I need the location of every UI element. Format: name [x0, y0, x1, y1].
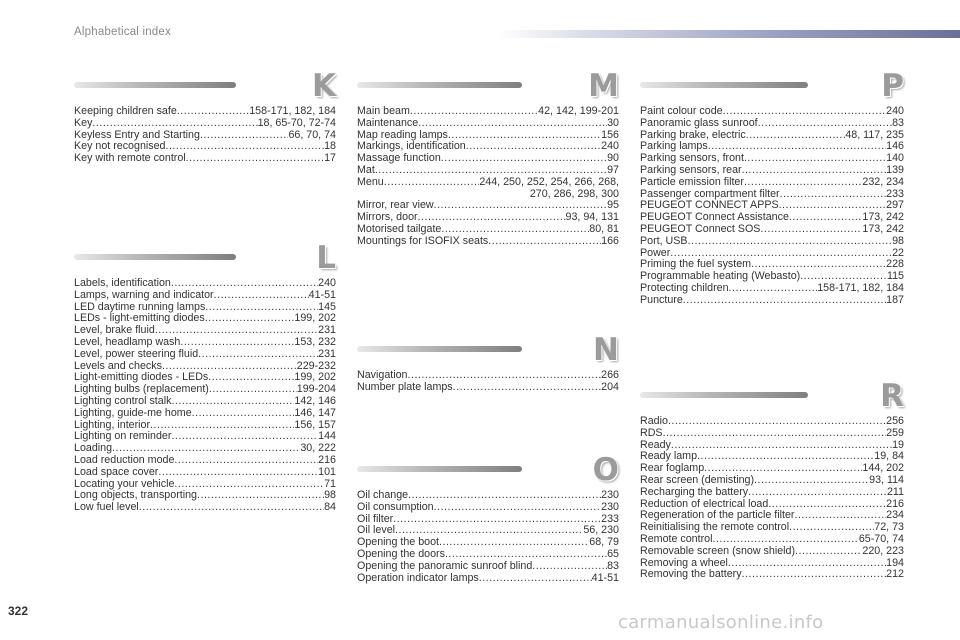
dot-leader: [488, 236, 601, 248]
index-entry: [640, 546, 904, 558]
index-entry-pages: 232, 234: [862, 175, 904, 188]
index-entry: [640, 487, 904, 499]
index-entry-term: Markings, identification: [357, 140, 466, 153]
index-entry-pages: 66, 70, 74: [288, 128, 336, 141]
index-entry-term: Removing the battery: [640, 568, 742, 581]
index-entries: [74, 278, 336, 514]
index-entry: [74, 118, 336, 130]
index-entry-term: Level, headlamp wash: [74, 335, 181, 348]
index-entry-pages: 48, 117, 235: [845, 128, 904, 141]
index-section-p: [640, 70, 904, 307]
index-entry-pages: 231: [318, 347, 336, 360]
index-entry-term: Puncture: [640, 293, 683, 306]
index-entry-pages: 30: [607, 116, 619, 129]
index-entries: [640, 416, 904, 581]
index-entry-pages: 142, 146: [294, 394, 336, 407]
section-letter: N: [593, 332, 619, 368]
index-entry-term: Opening the doors: [357, 547, 445, 560]
index-entry-pages: 18, 65-70, 72-74: [257, 116, 336, 129]
dot-leader: [174, 455, 318, 467]
index-entry-pages: 216: [318, 453, 336, 466]
dot-leader: [744, 177, 862, 189]
index-section-r: [640, 380, 904, 581]
index-entry-term: Parking lamps: [640, 140, 708, 153]
index-entry-term: Map reading lamps: [357, 128, 448, 141]
index-entry-pages: 199-204: [296, 383, 336, 396]
index-entry-pages: 230: [601, 500, 619, 513]
dot-leader: [139, 502, 324, 514]
index-entry-pages: 259: [886, 426, 904, 439]
dot-leader: [758, 118, 892, 130]
index-entry-term: Navigation: [357, 369, 408, 381]
section-divider-bar: [74, 82, 236, 88]
index-entry-pages: 97: [607, 163, 619, 176]
section-letter: L: [316, 240, 336, 276]
index-entries: [74, 106, 336, 165]
dot-leader: [393, 514, 601, 526]
index-entry: [640, 416, 904, 428]
index-entry: [640, 236, 904, 248]
dot-leader: [671, 440, 892, 452]
index-section-o: [357, 454, 619, 584]
index-entry-pages: 56, 230: [583, 524, 619, 537]
index-entry-term: Ready: [640, 438, 671, 451]
index-entry-term: LEDs - light-emitting diodes: [74, 312, 205, 325]
dot-leader: [663, 428, 887, 440]
index-entry-pages: 256: [886, 415, 904, 427]
index-entry-pages: 22: [892, 246, 904, 259]
index-entry-term: RDS: [640, 426, 663, 439]
index-entry-term: Oil change: [357, 489, 409, 501]
dot-leader: [795, 546, 862, 558]
section-header: [74, 70, 336, 106]
index-entry: [640, 177, 904, 189]
index-entry-term: Level, brake fluid: [74, 324, 155, 337]
dot-leader: [384, 177, 480, 189]
index-entry-term: Maintenance: [357, 116, 419, 129]
section-divider-bar: [640, 392, 808, 398]
dot-leader: [150, 420, 294, 432]
index-entry-term: Level, power steering fluid: [74, 347, 199, 360]
dot-leader: [439, 537, 589, 549]
index-entry-term: Particle emission filter: [640, 175, 744, 188]
index-entry-pages: 240: [318, 277, 336, 289]
dot-leader: [760, 224, 862, 236]
dot-leader: [192, 408, 295, 420]
section-header: [357, 334, 619, 370]
dot-leader: [180, 337, 294, 349]
index-entry-pages: 72, 73: [874, 521, 904, 534]
index-entry-term: Lighting, interior: [74, 418, 151, 431]
index-entry-pages: 80, 81: [589, 222, 619, 235]
index-entry-pages: 233: [886, 187, 904, 200]
index-entry-pages: 158-171, 182, 184: [817, 281, 904, 294]
index-entry: [74, 408, 336, 420]
index-entry-term: Loading: [74, 442, 113, 455]
index-entry-pages: 234: [886, 509, 904, 522]
index-entry-pages: 204: [601, 380, 619, 393]
dot-leader: [197, 490, 324, 502]
dot-leader: [754, 475, 869, 487]
index-entry-term: Lamps, warning and indicator: [74, 288, 214, 301]
index-entry-pages: 101: [318, 465, 336, 478]
index-entry-pages: 83: [607, 559, 619, 572]
section-divider-bar: [74, 254, 236, 260]
index-entry-term: Oil consumption: [357, 500, 434, 513]
dot-leader: [780, 189, 887, 201]
index-entry-pages: 65-70, 74: [858, 532, 904, 545]
index-entry-term: Opening the boot: [357, 536, 440, 549]
index-entry-term: Remote control: [640, 532, 713, 545]
index-entry-term: LED daytime running lamps: [74, 300, 206, 313]
index-entry-pages: 146: [886, 140, 904, 153]
index-entry-pages: 173, 242: [862, 222, 904, 235]
dot-leader: [742, 569, 887, 581]
index-entry: [357, 561, 619, 573]
index-entry-pages: 229-232: [296, 359, 336, 372]
dot-leader: [453, 382, 602, 394]
index-entry-pages: 71: [324, 477, 336, 490]
dot-leader: [688, 236, 893, 248]
page-number: 322: [8, 604, 29, 618]
index-entry-pages: 216: [886, 497, 904, 510]
section-letter: O: [592, 452, 619, 488]
index-entries: [357, 370, 619, 394]
index-entry: [357, 502, 619, 514]
index-entry-term: Parking brake, electric: [640, 128, 746, 141]
dot-leader: [200, 130, 289, 142]
index-entry-term: Locating your vehicle: [74, 477, 175, 490]
index-entry-term: Lighting, guide-me home: [74, 406, 192, 419]
index-entry-term: Motorised tailgate: [357, 222, 442, 235]
index-entry-term: Operation indicator lamps: [357, 571, 479, 584]
index-entry-pages: 139: [886, 163, 904, 176]
index-entry: [357, 165, 619, 177]
index-entry: [640, 534, 904, 546]
index-entry-term: PEUGEOT Connect SOS: [640, 222, 761, 235]
index-entry-pages: 199, 202: [294, 312, 336, 325]
index-entry-term: Passenger compartment filter: [640, 187, 780, 200]
index-entry: [640, 118, 904, 130]
index-entry-term: Light-emitting diodes - LEDs: [74, 371, 209, 384]
index-entry: [357, 177, 619, 189]
section-letter: P: [881, 68, 904, 104]
index-entry-pages: 211: [886, 485, 904, 498]
dot-leader: [408, 490, 601, 502]
index-entry: [357, 514, 619, 526]
index-entry-pages: 42, 142, 199-201: [538, 105, 619, 117]
index-entry-pages: 173, 242: [862, 211, 904, 224]
index-entry-pages: 17: [324, 152, 336, 165]
index-entry-term: Lighting control stalk: [74, 394, 172, 407]
dot-leader: [375, 165, 607, 177]
dot-leader: [668, 416, 886, 428]
index-entry-term: Main beam: [357, 105, 410, 117]
index-entry-pages: 144, 202: [862, 462, 904, 475]
index-entry-pages: 156, 157: [294, 418, 336, 431]
dot-leader: [208, 372, 294, 384]
index-entry-term: Opening the panoramic sunroof blind: [357, 559, 533, 572]
index-entry-term: Mirror, rear view: [357, 199, 434, 212]
dot-leader: [198, 349, 318, 361]
index-entry-pages: 266: [601, 369, 619, 381]
index-entry-pages: 65: [607, 547, 619, 560]
index-entry-term: Paint colour code: [640, 105, 723, 117]
index-entry-term: PEUGEOT Connect Assistance: [640, 211, 789, 224]
dot-leader: [205, 313, 295, 325]
index-entry-pages: 228: [886, 258, 904, 271]
index-entry-term: Power: [640, 246, 671, 259]
dot-leader: [532, 561, 607, 573]
section-divider-bar: [357, 346, 522, 352]
index-entry: [357, 236, 619, 248]
dot-leader: [158, 467, 318, 479]
index-entry: [357, 224, 619, 236]
dot-leader: [712, 534, 858, 546]
dot-leader: [728, 558, 886, 570]
index-entry-term: Port, USB: [640, 234, 688, 247]
index-entry-term: Number plate lamps: [357, 380, 453, 393]
index-entry-pages: 68, 79: [589, 536, 619, 549]
dot-leader: [441, 224, 589, 236]
index-entry-pages: 90: [607, 152, 619, 165]
index-entry-term: Panoramic glass sunroof: [640, 116, 758, 129]
dot-leader: [214, 290, 309, 302]
index-entry-pages: 19, 84: [874, 450, 904, 463]
index-entry: [74, 153, 336, 165]
dot-leader: [171, 431, 318, 443]
index-entry-term: Lighting bulbs (replacement): [74, 383, 209, 396]
index-entries: [357, 106, 619, 248]
index-entry-term: Lighting on reminder: [74, 430, 172, 443]
index-entry-pages: 83: [892, 116, 904, 129]
index-entry-pages: 231: [318, 324, 336, 337]
dot-leader: [729, 283, 818, 295]
index-entry-term: Rear screen (demisting): [640, 473, 755, 486]
dot-leader: [748, 487, 887, 499]
section-header: [640, 70, 904, 106]
dot-leader: [466, 141, 601, 153]
index-entry: [74, 337, 336, 349]
index-entry-pages: 93, 94, 131: [565, 211, 619, 224]
index-entry-pages: 158-171, 182, 184: [249, 105, 336, 117]
index-entry-term: Ready lamp: [640, 450, 698, 463]
dot-leader: [744, 153, 886, 165]
section-letter: K: [311, 68, 336, 104]
index-entry-pages: 98: [892, 234, 904, 247]
index-entry: [640, 295, 904, 307]
index-entry-pages: 115: [886, 270, 904, 283]
dot-leader: [683, 295, 886, 307]
header-decorative-bar: [498, 30, 960, 38]
watermark: carmanualsonline.info: [618, 612, 824, 633]
index-entry-term: Parking sensors, front: [640, 152, 744, 165]
section-divider-bar: [357, 82, 522, 88]
index-entry-pages: 240: [886, 105, 904, 117]
index-entry: [74, 467, 336, 479]
dot-leader: [186, 153, 324, 165]
index-entry-term: Mirrors, door: [357, 211, 418, 224]
index-entry-term: Priming the fuel system: [640, 258, 752, 271]
index-entry-pages: 93, 114: [869, 473, 904, 486]
index-entry-pages: 166: [601, 234, 619, 247]
index-entry-term: Load space cover: [74, 465, 159, 478]
dot-leader: [479, 573, 592, 585]
index-entry-term: Menu: [357, 175, 384, 188]
index-entry: [357, 153, 619, 165]
index-entry-pages: 297: [886, 199, 904, 212]
index-entry-pages: 194: [886, 556, 904, 569]
index-entry-term: Oil filter: [357, 512, 394, 525]
index-section-k: [74, 70, 336, 165]
index-entry-term: Long objects, transporting: [74, 489, 197, 502]
index-entry-pages: 244, 250, 252, 254, 266, 268,: [479, 175, 619, 188]
index-entry-term: Keeping children safe: [74, 105, 177, 117]
index-entries: [357, 490, 619, 584]
index-entry-pages: 156: [601, 128, 619, 141]
index-entry-pages: 187: [886, 293, 904, 306]
index-section-n: [357, 334, 619, 394]
dot-leader: [746, 130, 846, 142]
index-entry-pages: 41-51: [308, 288, 336, 301]
index-entry: [74, 396, 336, 408]
index-section-m: [357, 70, 619, 248]
dot-leader: [794, 510, 886, 522]
index-entry-pages: 41-51: [591, 571, 619, 584]
index-entry: [357, 118, 619, 130]
index-entry: [640, 165, 904, 177]
index-entry-pages: 19: [892, 438, 904, 451]
index-entry: [74, 431, 336, 443]
section-letter: R: [880, 378, 904, 414]
index-entry-pages: 144: [318, 430, 336, 443]
dot-leader: [418, 118, 607, 130]
index-entry-pages: 146, 147: [294, 406, 336, 419]
index-entry: [640, 283, 904, 295]
index-entry-term: Oil level: [357, 524, 396, 537]
index-entry-term: Reduction of electrical load: [640, 497, 769, 510]
index-entry-term: Massage function: [357, 152, 441, 165]
index-entry: [640, 428, 904, 440]
index-entry: [357, 549, 619, 561]
section-divider-bar: [357, 466, 522, 472]
dot-leader: [789, 212, 862, 224]
section-divider-bar: [640, 82, 808, 88]
index-entry: [74, 290, 336, 302]
index-section-l: [74, 242, 336, 514]
index-entry-pages: 145: [318, 300, 336, 313]
index-entry-pages: 220, 223: [862, 544, 904, 557]
index-entry: [640, 224, 904, 236]
index-entry-term: Levels and checks: [74, 359, 162, 372]
index-entry-pages: 98: [324, 489, 336, 502]
dot-leader: [177, 106, 249, 118]
index-entry: [74, 349, 336, 361]
section-header: [357, 70, 619, 106]
dot-leader: [445, 549, 607, 561]
index-entry-pages: 84: [324, 501, 336, 514]
index-entry-term: Key with remote control: [74, 152, 186, 165]
index-entry-pages: 233: [601, 512, 619, 525]
index-entry-term: Low fuel level: [74, 501, 139, 514]
index-entry-term: Parking sensors, rear: [640, 163, 742, 176]
dot-leader: [434, 502, 602, 514]
index-entry: [357, 573, 619, 585]
index-entry-term: Mountings for ISOFIX seats: [357, 234, 489, 247]
index-entry-term: Key not recognised: [74, 140, 166, 153]
index-entry-term: PEUGEOT CONNECT APPS: [640, 199, 779, 212]
index-entry-pages: 240: [601, 140, 619, 153]
index-entry-pages: 18: [324, 140, 336, 153]
index-entry-term: Keyless Entry and Starting: [74, 128, 200, 141]
dot-leader: [410, 106, 538, 118]
index-entry-pages: 199, 202: [294, 371, 336, 384]
section-header: [640, 380, 904, 416]
index-entry: [640, 475, 904, 487]
dot-leader: [448, 130, 601, 142]
section-letter: M: [588, 68, 619, 104]
index-entry-term: Protecting children: [640, 281, 729, 294]
index-entry-pages: 140: [886, 152, 904, 165]
dot-leader: [166, 141, 325, 153]
index-entry-term: Load reduction mode: [74, 453, 175, 466]
index-entry-pages: 95: [607, 199, 619, 212]
index-entry-term: Key: [74, 116, 93, 129]
index-entry: [74, 455, 336, 467]
index-entry-term: Mat: [357, 163, 375, 176]
index-entry-pages: 30, 222: [300, 442, 336, 455]
dot-leader: [742, 165, 887, 177]
section-header: [74, 242, 336, 278]
index-entry: [357, 382, 619, 394]
index-entry-term: Radio: [640, 415, 668, 427]
page-header-title: Alphabetical index: [74, 26, 171, 38]
index-entry-term: Reinitialising the remote control: [640, 521, 790, 534]
dot-leader: [209, 384, 297, 396]
index-entry-term: Recharging the battery: [640, 485, 749, 498]
dot-leader: [697, 451, 874, 463]
index-entry-pages: 230: [601, 489, 619, 501]
index-entry-term: Removing a wheel: [640, 556, 728, 569]
index-entry-pages: 153, 232: [294, 335, 336, 348]
index-entries: [640, 106, 904, 307]
index-entry-term: Labels, identification: [74, 277, 171, 289]
index-entry-term: Rear foglamp: [640, 462, 705, 475]
index-entry-term: Regeneration of the particle filter: [640, 509, 795, 522]
dot-leader: [441, 153, 607, 165]
index-entry: [640, 569, 904, 581]
index-entry-pages: 212: [886, 568, 904, 581]
dot-leader: [171, 396, 294, 408]
dot-leader: [92, 118, 257, 130]
index-entry-term: Programmable heating (Webasto): [640, 270, 801, 283]
index-entry-term: Removable screen (snow shield): [640, 544, 796, 557]
section-header: [357, 454, 619, 490]
index-entry: [74, 502, 336, 514]
index-entry-pages: 270, 286, 298, 300: [529, 187, 619, 200]
